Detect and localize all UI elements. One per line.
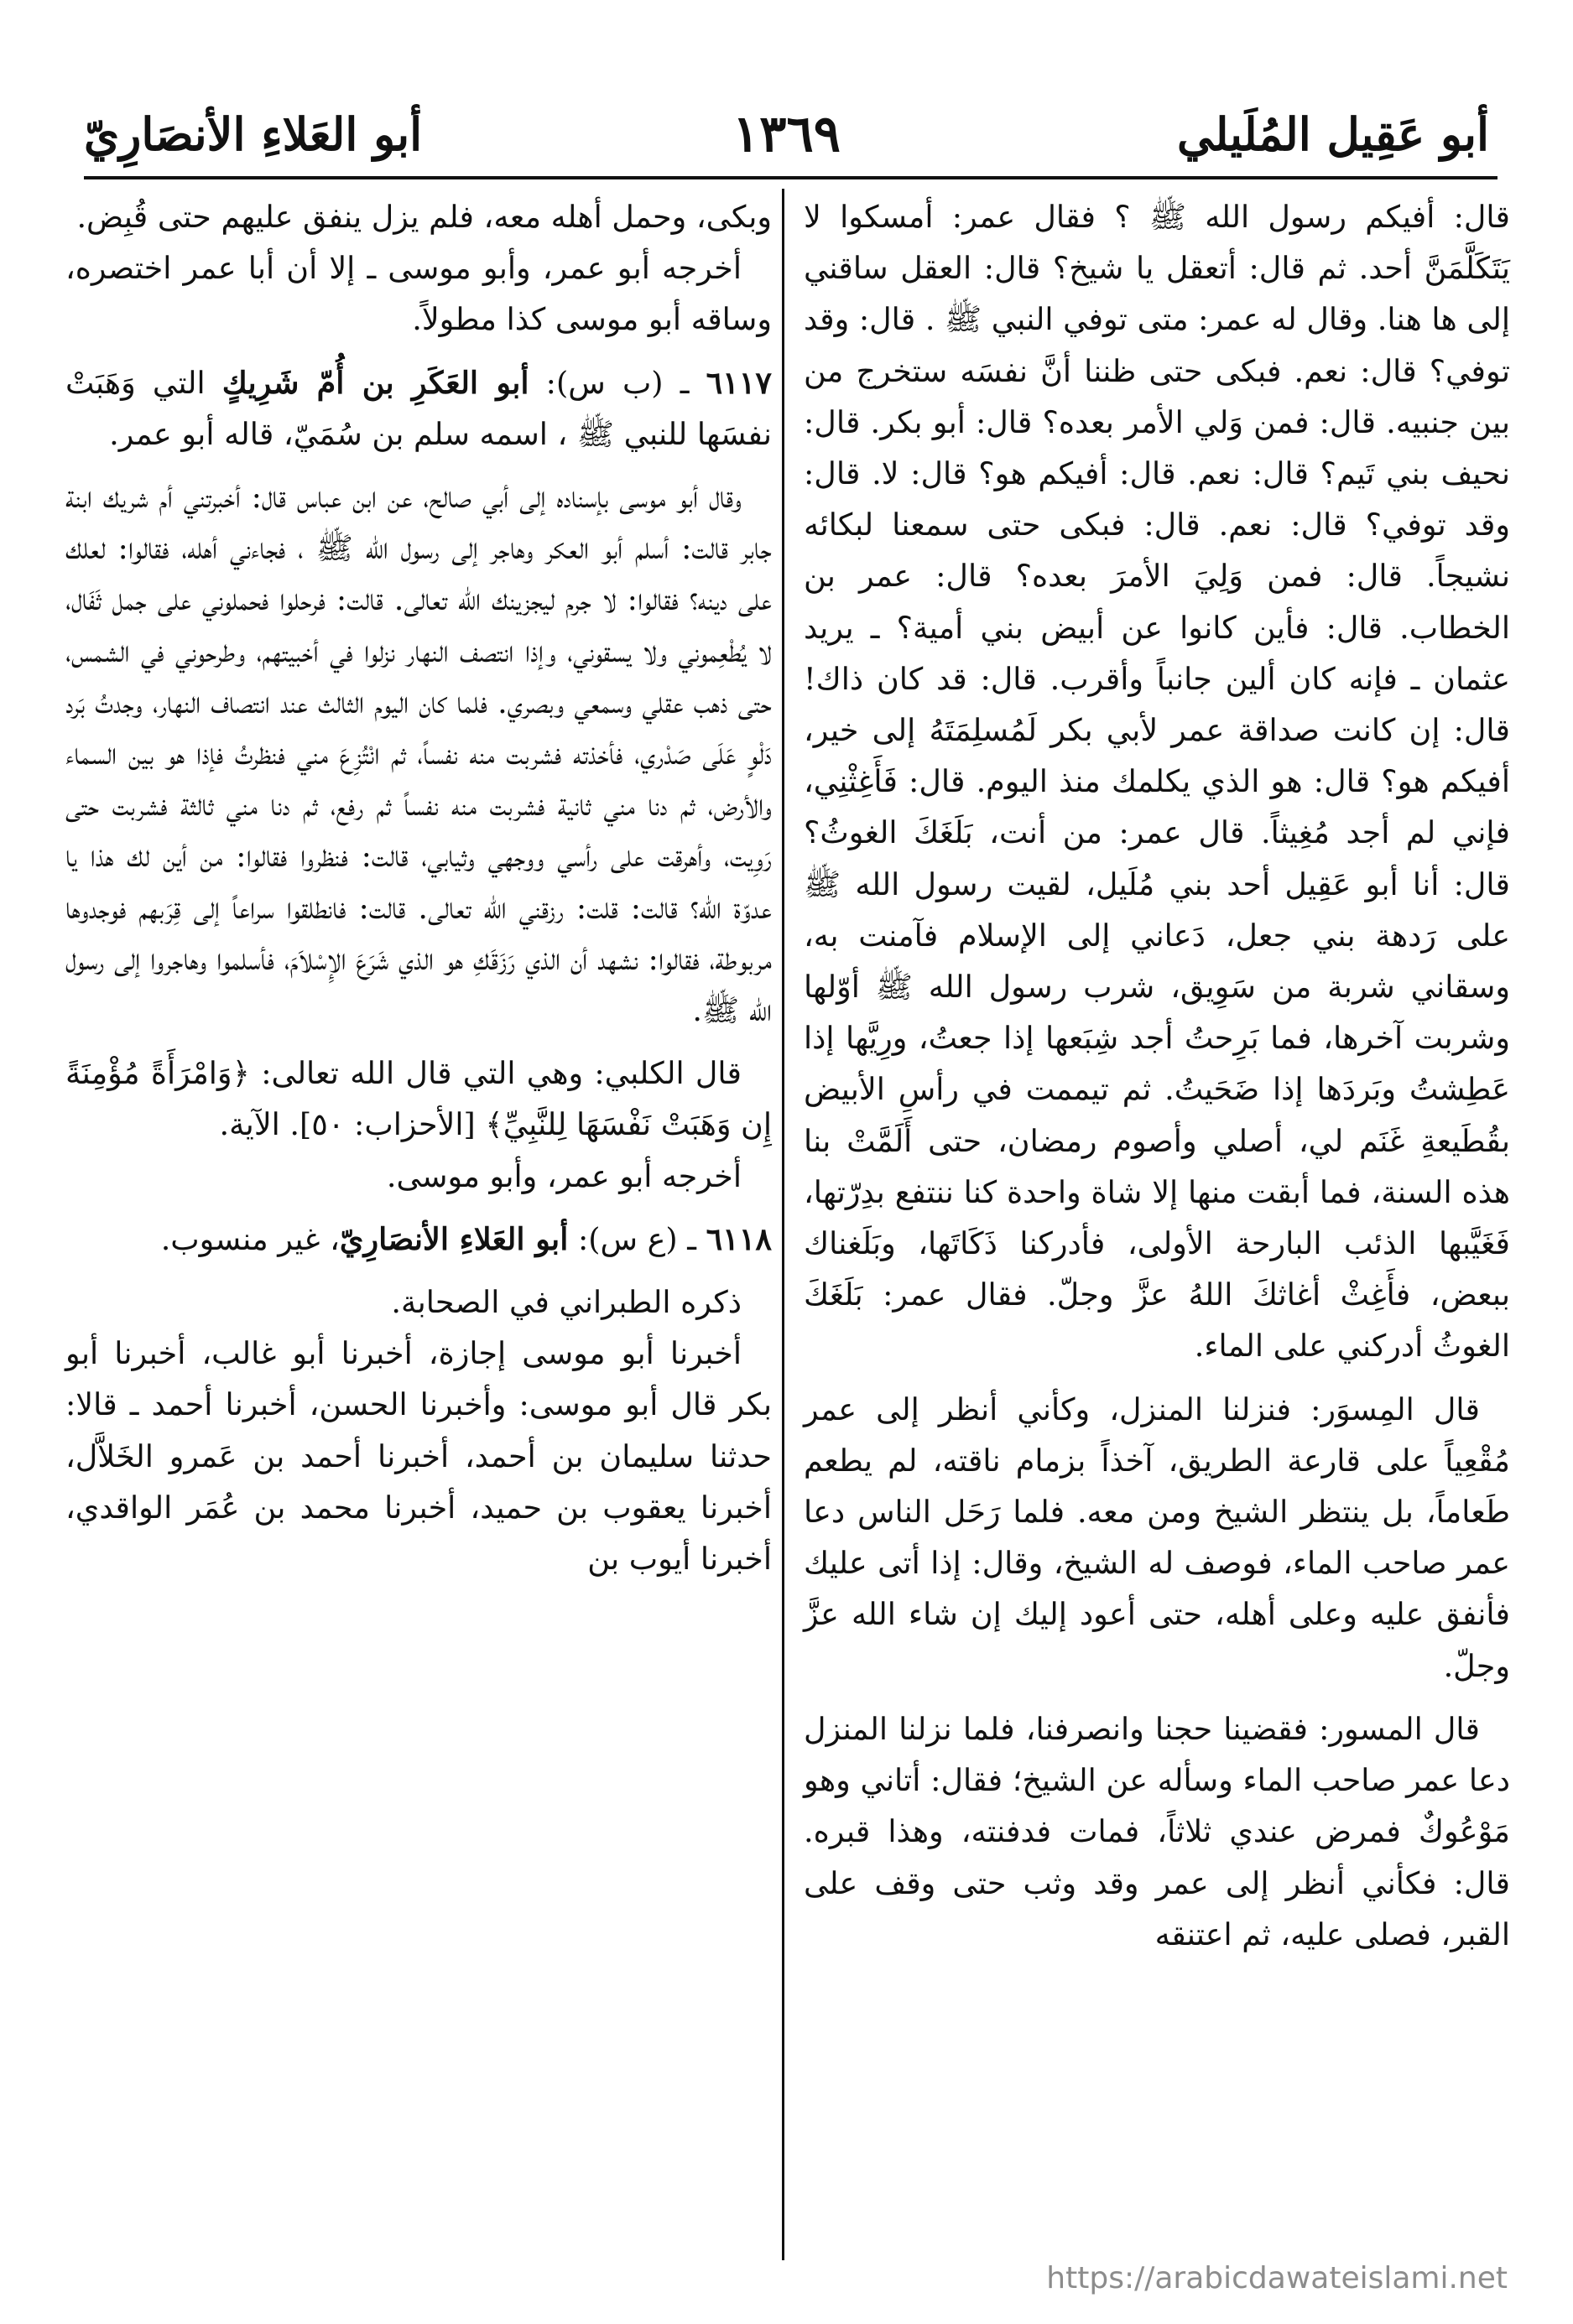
running-head-right: أبو عَقِيل المُلَيلي — [1177, 107, 1489, 161]
entry-text: التي وَهَبَتْ نفسَها للنبي ﷺ ، اسمه سلم بن سُمَيّ، قاله أبو عمر. — [65, 364, 772, 452]
entry-source-code: ـ (ب س): — [529, 364, 706, 401]
paragraph: قال: أفيكم رسول الله ﷺ ؟ فقال عمر: أمسكوا لا يَتَكَلَّمَنَّ أحد. ثم قال: أتعقل يا شيخ؟ قال: العقل ساقني إلى ها هنا. وقال له عمر: متى توفي النبي ﷺ . قال: وقد توفي؟ قال: نعم. فبكى حتى ظننا أنَّ نفسَه ستخرج من بين جنبيه. قال: فمن وَلي الأمر بعده؟ قال: أبو بكر. قال: نحيف بني تَيم؟ قال: نعم. قال: أفيكم هو؟ قال: لا. قال: وقد توفي؟ قال: نعم. قال: فبكى حتى سمعنا لبكائه نشيجاً. قال: فمن وَلِيَ الأمرَ بعده؟ قال: عمر بن الخطاب. قال: فأين كانوا عن أبيض بني أمية؟ ـ يريد عثمان ـ فإنه كان ألين جانباً وأقرب. قال: قد كان ذاك! قال: إن كانت صداقة عمر لأبي بكر لَمُسلِمَتَهُ إلى خير، أفيكم هو؟ قال: هو الذي يكلمك منذ اليوم. قال: فَأَغِثْنِي، فإني لم أجد مُغِيثاً. قال عمر: من أنت، بَلَغَكَ الغوثُ؟ قال: أنا أبو عَقِيل أحد بني مُلَيل، لقيت رسول الله ﷺ على رَدهة بني جعل، دَعاني إلى الإسلام فآمنت به، وسقاني شربة من سَوِيق، شرب رسول الله ﷺ أوّلها وشربت آخرها، فما بَرِحتُ أجد شِبَعها إذا جعتُ، ورِيَّها إذا عَطِشتُ وبَردَها إذا ضَحَيتُ. ثم تيممت في رأسِ الأبيض بقُطَيعةِ غَنَم لي، أصلي وأصوم رمضان، حتى أَلَمَّتْ بنا هذه السنة، فما أبقت منها إلا شاة واحدة كنا ننتفع بدِرّتها، فَغَيَّبها الذئب البارحة الأولى، فأدركنا ذَكَاتَها، وبَلَغناك ببعض، فأَغِثْ أغاثكَ اللهُ عزَّ وجلّ. فقال عمر: بَلَغَكَ الغوثُ أدركني على الماء. — [804, 199, 1510, 1365]
watermark-url: https://arabicdawateislami.net — [1046, 2261, 1508, 2295]
entry-source-code: ـ (ع س): — [568, 1220, 706, 1257]
paragraph — [65, 1214, 772, 1265]
paragraph: أخرجه أبو عمر، وأبو موسى ـ إلا أن أبا عمر اختصره، وساقه أبو موسى كذا مطولاً. — [65, 250, 772, 338]
entry-name: أبو العَكَرِ بن أُمّ شَرِيكٍ — [221, 364, 529, 401]
paragraph: وقال أبو موسى بإسناده إلى أبي صالح، عن ابن عباس قال: أخبرتني أم شريك ابنة جابر قالت: أسلم أبو العكر وهاجر إلى رسول الله ﷺ ، فجاءني أهله، فقالوا: لعلك على دينه؟ فقالوا: لا جرم ليجزينك الله تعالى. قالت: فرحلوا فحملوني على جمل ثَفَال، لا يُطْعِموني ولا يسقوني، وإذا انتصف النهار نزلوا في أخبيتهم، وطرحوني في الشمس، حتى ذهب عقلي وسمعي وبصري. فلما كان اليوم الثالث عند انتصاف النهار، وجدتُ بَرد دَلْوٍ عَلَى صَدْري، فأخذته فشربت منه نفساً، ثم انْتُزِعَ مني فنظرتُ فإذا هو بين السماء والأرض، ثم دنا مني ثانية فشربت منه نفساً ثم رفع، ثم دنا مني ثالثة فشربت حتى رَوِيت، وأهرقت على رأسي ووجهي وثيابي، قالت: فنظروا فقالوا: من أين لك هذا يا عدوّة الله؟ قالت: قلت: رزقني الله تعالى. قالت: فانطلقوا سراعاً إلى قِرَبهم فوجدوها مربوطة، فقالوا: نشهد أن الذي رَزَقَكِ هو الذي شَرَعَ الإِسْلاَمَ، فأسلموا وهاجروا إلى رسول الله ﷺ. — [65, 479, 772, 1029]
paragraph: قال المِسوَر: فنزلنا المنزل، وكأني أنظر إلى عمر مُقْعِياً على قارعة الطريق، آخذاً بزمام ناقته، لم يطعم طَعاماً، بل ينتظر الشيخ ومن معه. فلما رَحَل الناس دعا عمر صاحب الماء، فوصف له الشيخ، وقال: إذا أتى عليك فأنفق عليه وعلى أهله، حتى أعود إليك إن شاء الله عزَّ وجلّ. — [804, 1391, 1510, 1684]
paragraph: أخبرنا أبو موسى إجازة، أخبرنا أبو غالب، أخبرنا أبو بكر قال أبو موسى: وأخبرنا الحسن، أخبرنا أحمد ـ قالا: حدثنا سليمان بن أحمد، أخبرنا أحمد بن عَمرو الخَلاَّل، أخبرنا يعقوب بن حميد، أخبرنا محمد بن عُمَر الواقدي، أخبرنا أيوب بن — [65, 1335, 772, 1578]
entry-name: أبو العَلاءِ الأنصَارِيّ — [339, 1220, 569, 1257]
left-column — [65, 191, 772, 1584]
right-column — [804, 191, 1510, 1960]
paragraph: قال المسور: فقضينا حجنا وانصرفنا، فلما نزلنا المنزل دعا عمر صاحب الماء وسأله عن الشيخ؛ فقال: أتاني وهو مَوْعُوكٌ فمرض عندي ثلاثاً، فمات فدفنته، وهذا قبره. قال: فكأني أنظر إلى عمر وقد وثب حتى وقف على القبر، فصلى عليه، ثم اعتنقه — [804, 1710, 1510, 1952]
paragraph — [65, 357, 772, 460]
paragraph: أخرجه أبو عمر، وأبو موسى. — [386, 1157, 742, 1194]
page-header — [50, 101, 1523, 176]
entry-number: ٦١١٨ — [706, 1220, 772, 1257]
entry-text: ، غير منسوب. — [160, 1220, 340, 1257]
page-number: ١٣٦٩ — [732, 105, 841, 164]
column-divider — [782, 189, 784, 2260]
paragraph: وبكى، وحمل أهله معه، فلم يزل ينفق عليهم حتى قُبِض. — [76, 199, 772, 235]
entry-number: ٦١١٧ — [706, 364, 772, 401]
header-rule — [84, 176, 1497, 179]
paragraph: قال الكلبي: وهي التي قال الله تعالى: ﴿وَامْرَأَةً مُؤْمِنَةً إِن وَهَبَتْ نَفْسَهَا لِلنَّبِيِّ﴾ [الأحزاب: ٥٠]. الآية. — [65, 1055, 772, 1143]
paragraph: ذكره الطبراني في الصحابة. — [391, 1284, 742, 1321]
running-head-left: أبو العَلاءِ الأنصَارِيّ — [84, 107, 423, 161]
